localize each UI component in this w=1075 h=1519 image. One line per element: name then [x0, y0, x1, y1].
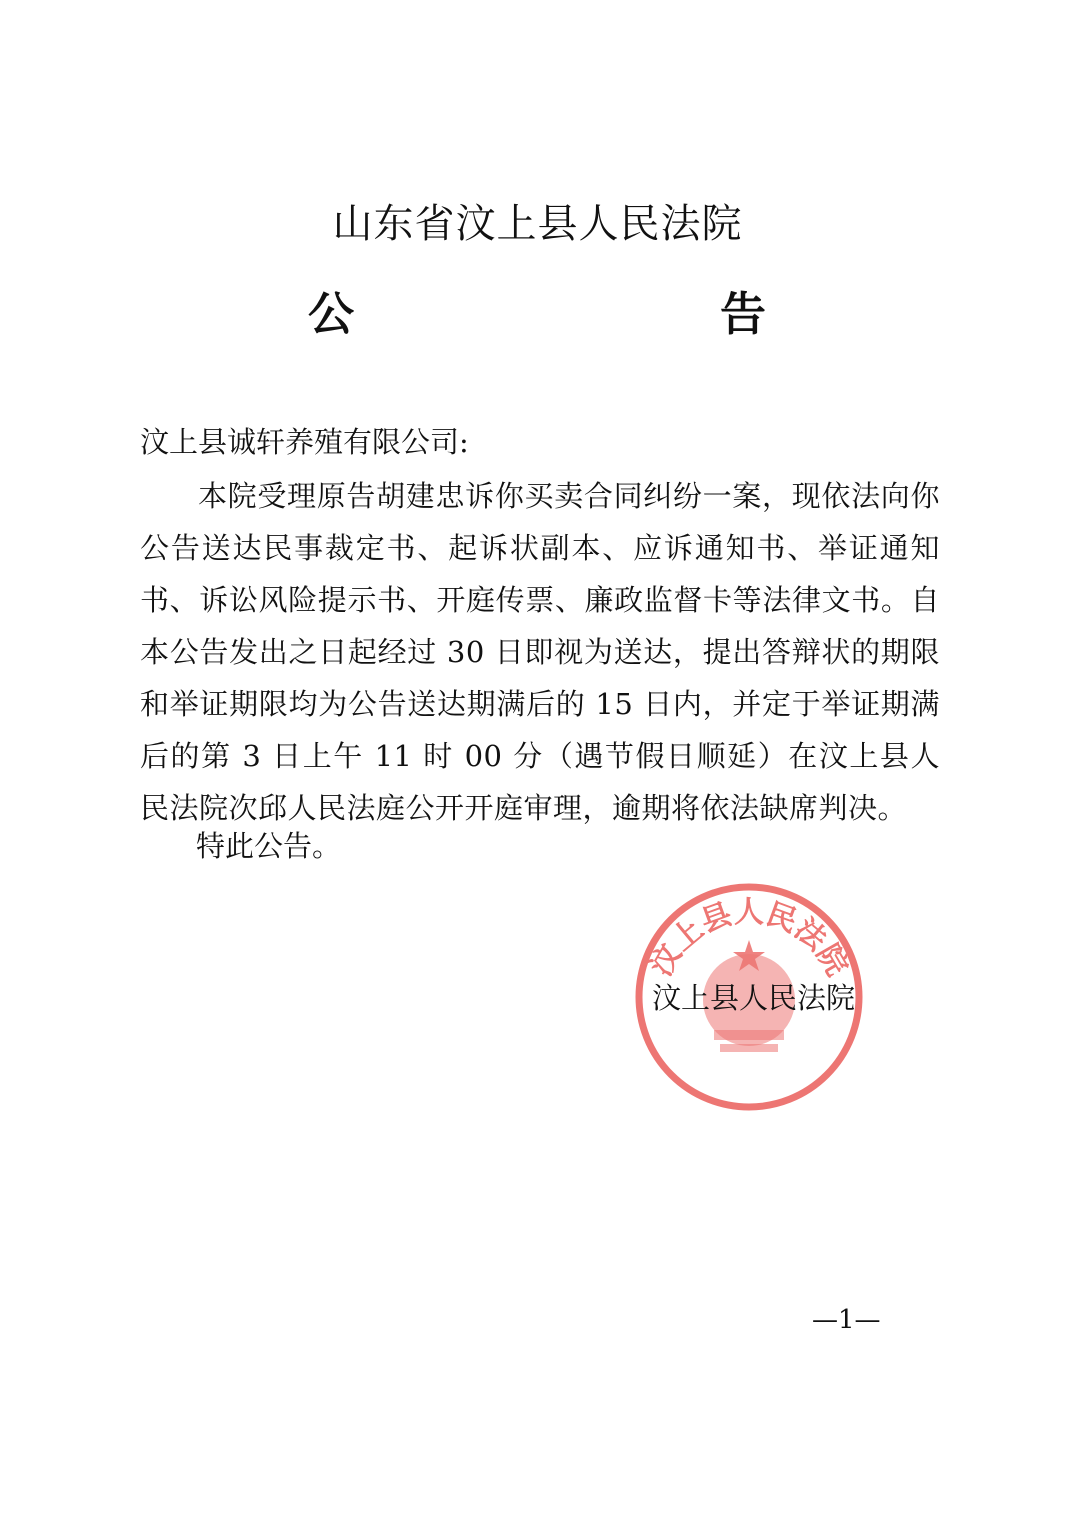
notice-title-char-1: 公 [308, 287, 354, 341]
court-title: 山东省汶上县人民法院 [332, 201, 743, 247]
page-number: —1— [812, 1305, 881, 1335]
closing-remark: 特此公告。 [196, 829, 342, 863]
signature: 汶上县人民法院 [652, 981, 856, 1015]
addressee: 汶上县诚轩养殖有限公司: [140, 425, 469, 459]
notice-title-char-2: 告 [720, 287, 766, 341]
notice-body: 本院受理原告胡建忠诉你买卖合同纠纷一案，现依法向你公告送达民事裁定书、起诉状副本、应诉通知书、举证通知书、诉讼风险提示书、开庭传票、廉政监督卡等法律文书。自本公告发出之日起经过 30 日即视为送达，提出答辩状的期限和举证期限均为公告送达期满后的 15 日内，并定于举证期满后的第 3 日上午 11 时 00 分（遇节假日顺延）在汶上县人民法院次邱人民法庭公开开庭审理，逾期将依法缺席判决。 [140, 479, 940, 825]
seal-text: 汶上县人民法院 [643, 895, 855, 983]
